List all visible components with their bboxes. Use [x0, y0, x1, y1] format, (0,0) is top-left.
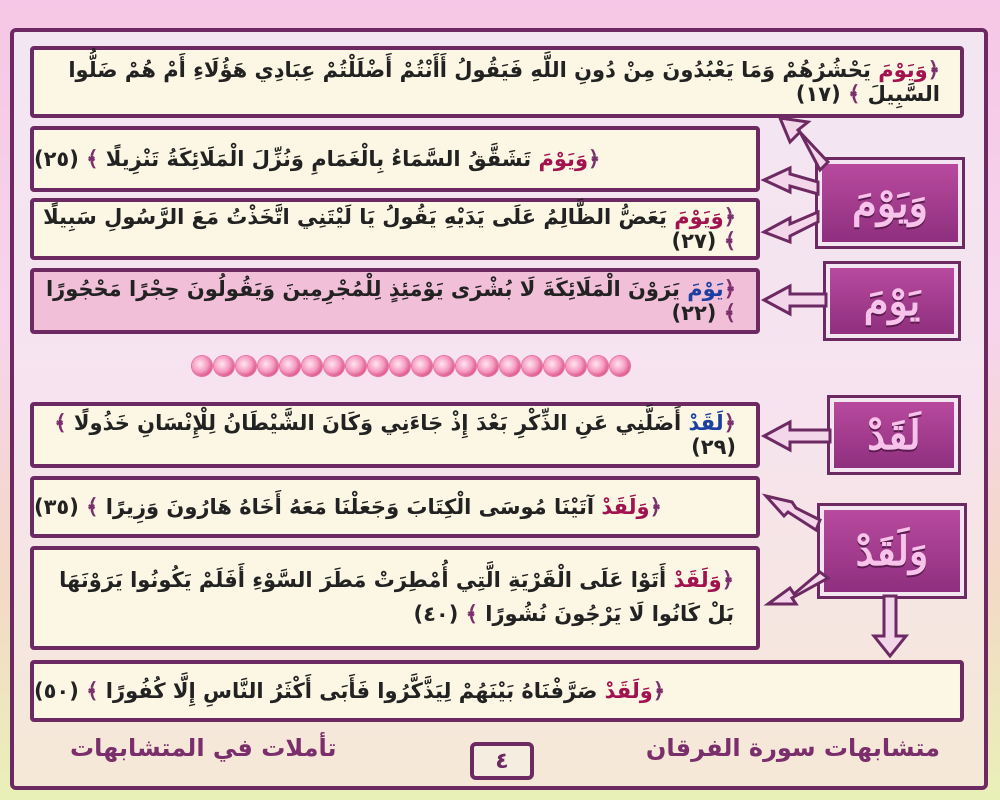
arrow-icon	[764, 168, 818, 194]
arrow-icon	[764, 212, 818, 242]
verse-text: يَرَوْنَ الْمَلَائِكَةَ لَا بُشْرَى يَوْمَئِذٍ لِلْمُجْرِمِينَ وَيَقُولُونَ حِجْرًا مَحْجُورًا	[45, 277, 688, 301]
arrow-icon	[768, 572, 828, 604]
verse-number: (٢٧)	[671, 229, 717, 253]
verse-box-29: ﴿لَقَدْ أَضَلَّنِي عَنِ الذِّكْرِ بَعْدَ إِذْ جَاءَنِي وَكَانَ الشَّيْطَانُ لِلْإِنْسَانِ خَذُولًا ﴾ (٢٩)	[30, 402, 760, 468]
verse-keyword: لَقَدْ	[688, 411, 724, 435]
footer-title: متشابهات سورة الفرقان	[645, 734, 940, 762]
label-walaqad: وَلَقَدْ	[820, 506, 964, 596]
verse-number: (٢٩)	[691, 435, 736, 459]
verse-keyword: وَلَقَدْ	[604, 679, 653, 703]
verse-text: تَشَقَّقُ السَّمَاءُ بِالْغَمَامِ وَنُزِّلَ الْمَلَائِكَةُ تَنْزِيلًا	[105, 147, 539, 171]
arrow-icon	[780, 118, 828, 170]
arrow-icon	[764, 286, 826, 314]
label-laqad: لَقَدْ	[830, 398, 958, 472]
verse-text: يَعَضُّ الظَّالِمُ عَلَى يَدَيْهِ يَقُولُ يَا لَيْتَنِي اتَّخَذْتُ مَعَ الرَّسُولِ سَبِيلًا	[43, 205, 675, 229]
verse-text: آتَيْنَا مُوسَى الْكِتَابَ وَجَعَلْنَا مَعَهُ أَخَاهُ هَارُونَ وَزِيرًا	[105, 495, 602, 519]
verse-keyword: يَوْمَ	[687, 277, 724, 301]
arrow-icon	[764, 422, 830, 450]
verse-keyword: وَلَقَدْ	[673, 568, 722, 593]
verse-number: (١٧)	[795, 82, 841, 106]
verse-text: أَتَوْا عَلَى الْقَرْيَةِ الَّتِي أُمْطِرَتْ مَطَرَ السَّوْءِ أَفَلَمْ يَكُونُوا يَرَوْنَهَا بَلْ كَانُوا لَا يَرْجُونَ نُشُورًا	[59, 568, 734, 626]
arrow-icon	[874, 596, 906, 656]
footer-subtitle: تأملات في المتشابهات	[70, 734, 337, 762]
verse-keyword: وَلَقَدْ	[601, 495, 650, 519]
verse-text: يَحْشُرُهُمْ وَمَا يَعْبُدُونَ مِنْ دُونِ اللَّهِ فَيَقُولُ أَأَنْتُمْ أَضْلَلْتُمْ عِبَادِي هَؤُلَاءِ أَمْ هُمْ ضَلُّوا السَّبِيلَ	[68, 58, 940, 106]
verse-box-25: ﴿وَيَوْمَ تَشَقَّقُ السَّمَاءُ بِالْغَمَامِ وَنُزِّلَ الْمَلَائِكَةُ تَنْزِيلًا ﴾ (٢٥)	[30, 126, 760, 192]
verse-number: (٢٥)	[34, 147, 79, 171]
verse-keyword: وَيَوْمَ	[538, 147, 588, 171]
verse-keyword: وَيَوْمَ	[878, 58, 928, 82]
verse-box-50: ﴿وَلَقَدْ صَرَّفْنَاهُ بَيْنَهُمْ لِيَذَّكَّرُوا فَأَبَى أَكْثَرُ النَّاسِ إِلَّا كُفُورًا ﴾ (٥٠)	[30, 660, 964, 722]
verse-number: (٥٠)	[34, 679, 79, 703]
verse-number: (٢٢)	[671, 301, 717, 325]
verse-box-35: ﴿وَلَقَدْ آتَيْنَا مُوسَى الْكِتَابَ وَجَعَلْنَا مَعَهُ أَخَاهُ هَارُونَ وَزِيرًا ﴾ (٣٥)	[30, 476, 760, 538]
verse-text: أَضَلَّنِي عَنِ الذِّكْرِ بَعْدَ إِذْ جَاءَنِي وَكَانَ الشَّيْطَانُ لِلْإِنْسَانِ خَذُولًا	[73, 411, 689, 435]
label-yawma: يَوْمَ	[826, 264, 958, 338]
verse-box-27: ﴿وَيَوْمَ يَعَضُّ الظَّالِمُ عَلَى يَدَيْهِ يَقُولُ يَا لَيْتَنِي اتَّخَذْتُ مَعَ الرَّسُولِ سَبِيلًا ﴾ (٢٧)	[30, 198, 760, 260]
arrow-icon	[766, 496, 820, 530]
verse-text: صَرَّفْنَاهُ بَيْنَهُمْ لِيَذَّكَّرُوا فَأَبَى أَكْثَرُ النَّاسِ إِلَّا كُفُورًا	[105, 679, 605, 703]
verse-keyword: وَيَوْمَ	[674, 205, 724, 229]
verse-box-22: ﴿يَوْمَ يَرَوْنَ الْمَلَائِكَةَ لَا بُشْرَى يَوْمَئِذٍ لِلْمُجْرِمِينَ وَيَقُولُونَ حِجْرًا مَحْجُورًا ﴾ (٢٢)	[30, 268, 760, 334]
verse-number: (٤٠)	[413, 602, 459, 626]
page-number: ٤	[470, 742, 534, 780]
verse-box-40: ﴿وَلَقَدْ أَتَوْا عَلَى الْقَرْيَةِ الَّتِي أُمْطِرَتْ مَطَرَ السَّوْءِ أَفَلَمْ يَكُونُوا يَرَوْنَهَا بَلْ كَانُوا لَا يَرْجُونَ نُشُورًا ﴾ (٤٠)	[30, 546, 760, 650]
verse-number: (٣٥)	[34, 495, 79, 519]
label-wayawma: وَيَوْمَ	[818, 160, 962, 246]
verse-box-17: ﴿وَيَوْمَ يَحْشُرُهُمْ وَمَا يَعْبُدُونَ مِنْ دُونِ اللَّهِ فَيَقُولُ أَأَنْتُمْ أَضْلَلْتُمْ عِبَادِي هَؤُلَاءِ أَمْ هُمْ ضَلُّوا السَّبِيلَ ﴾ (١٧)	[30, 46, 964, 118]
